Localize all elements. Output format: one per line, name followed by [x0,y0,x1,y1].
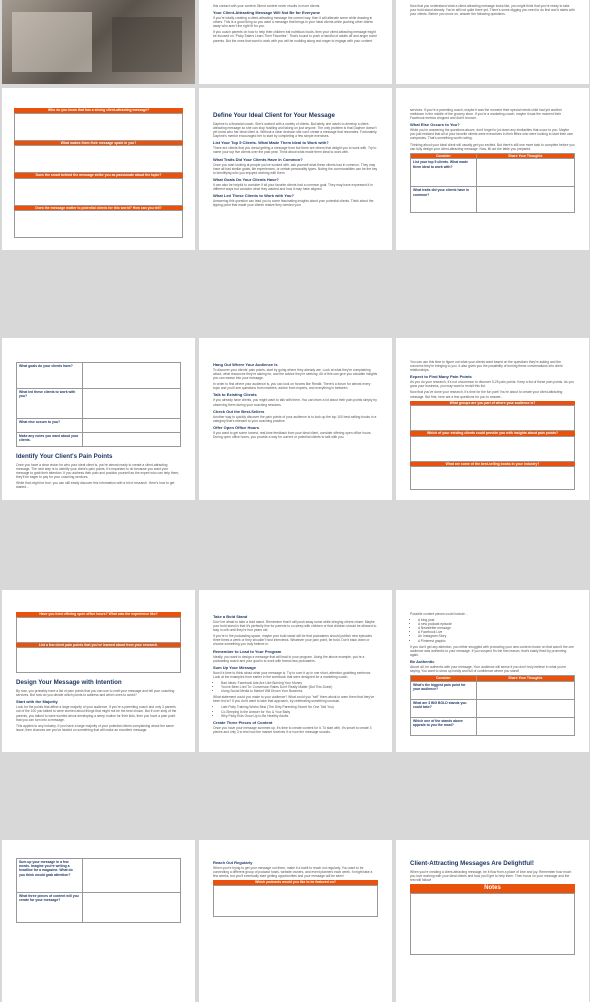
paragraph: It can also be helpful to consider if all your favorite clients had a common goal. They may have expressed it in different ways but consider what they wanted and how it may have aligned. [213,182,373,191]
bullet-list [410,618,575,643]
table-header: Share Your Thoughts [476,153,574,159]
table-prompt: What led these clients to work with you? [17,389,83,419]
page-dig-clients [396,0,589,84]
table-prompt: Which one of the stands above appeals to you the most? [411,717,477,735]
table-prompt: What traits did your clients have in common? [411,187,477,213]
answer-box[interactable] [14,210,183,238]
question-bar: List a few client pain points that you've learned about from your research. [16,643,181,648]
list-item: • Late Potty Training Works Best (The Dirty Parenting Secret No One Told You) [221,705,378,709]
worksheet-table [16,362,181,447]
list-item: • Co-Sleeping Is the Answer for You & Your Baby [221,710,378,714]
answer-box[interactable] [14,113,183,141]
table-prompt: What else occurs to you? [17,419,83,433]
question-bar: What are some of the best-selling books in your industry? [410,462,575,467]
page-title: Define Your Ideal Client for Your Message [213,112,335,119]
answer-box[interactable] [410,466,575,490]
paragraph: Don't be afraid to take a bold stand. Remember that it will push away some while bringing others closer. Maybe your bold stand is that it's perfectly fine for parents to co-sleep with children or that children should be allowed to stay in crib until they're four years old. [213,620,377,633]
answer-box[interactable] [16,617,181,643]
page-define-ideal-client [199,88,392,250]
list-item: • An Instagram Story [418,634,575,638]
page-message-intro [199,0,392,84]
answer-cell[interactable] [476,681,574,699]
answer-cell[interactable] [82,893,180,923]
list-item: • You've Been Lied To: Conversion Rates Don't Really Matter (But This Does!) [221,685,378,689]
list-item: • A Pinterest graphic [418,639,575,643]
page-what-else [396,88,589,250]
question-bar: Have you tried offering open office hours? What was the experience like? [16,612,181,617]
paragraph: If you already have clients, you might want to talk with them. You can learn a lot about their pain points simply by observing them during your coaching sessions. [213,398,377,407]
paragraph: There are clients that you dread getting a message from but there are others that delight you to work with. Try to name your top five clients over the past year. Think about what made them ideal to work with. [213,146,377,155]
page-pain-points [2,338,195,500]
question-bar: Which podcasts would you like to be featured on? [213,880,378,885]
paragraph: Once you have a clear vision for who your ideal client is, you're almost ready to create a client-attracting message. The next step is to identify your client's pain points. It's important to do because you want your message to grab their attention. If you address their pain and position yourself as the expert who can help them, they'll be eager to pay for your coaching services. [16,463,180,480]
list-item: • A new podcast episode [418,622,575,626]
page-bold-stand [199,590,392,752]
table-prompt: Sum up your message in a few words. Imagine you're writing a headline for a magazine. What do you think would grab attention? [17,859,83,893]
section-heading: What Led These Clients to Work with You? [213,193,294,199]
question-bar: Which of your existing clients could provide you with insights about pain points? [410,431,575,436]
answer-box[interactable] [14,178,183,206]
page-delightful [396,840,589,1002]
page-title: Identify Your Client's Pain Points [16,453,113,460]
section-heading: Talk to Existing Clients [213,392,257,398]
answer-cell[interactable] [476,717,574,735]
question-bar: Who do you know that has a strong client-attracting message? [14,108,183,113]
answer-box[interactable] [213,885,378,917]
paragraph: This applies to any industry. If you have a large majority of your potential clients complaining about the same issue, then chances are you've landed on something that will make an excellent message. [16,723,174,732]
page-photo [2,0,195,84]
notes-box[interactable] [410,893,575,955]
paragraph: Once you start looking at people you've worked with, ask yourself what these clients had in common. They may have all had similar goals, life experiences, or certain personality types. Noting the commonalities can be the key to identifying who you enjoyed working with them. [213,162,378,175]
list-item: • Bad Ideas: Facebook Ads Are Like Burning Your Money [221,681,378,685]
section-heading: Take a Bold Stand [213,614,248,619]
paragraph: Ideally, you want to design a message that will lead to your program. Using the above example, you're a podcasting coach and your goal is to work with brand-new podcasters. [213,654,365,663]
table-prompt: Make any notes you want about your clients. [17,433,83,447]
paragraph: What statement could you make to your audience? What could you "sell" them about to warn them that they've been led to? If you don't want to take that approach, try celebrating something unusual. [213,695,375,704]
paragraph: By now, you probably have a list of pain points that you can use to craft your message and tell your coaching services. But how do you decide which points to address and which ones to avoid? [16,689,175,698]
paragraph: Above all, be authentic with your message. Your audience will sense if you don't truly believe in what you're saying. You want to show up boldly and full of confidence where you stand! [410,664,567,674]
section-heading: Your Client-Attracting Message Will Not Be for Everyone [213,10,321,16]
paragraph: Possible content pieces could include... [410,612,468,616]
paragraph: Daphne is a financial coach. She's worked with a variety of clients. But lately, she wants to develop a client-attracting message so she can stop hustling and taking on just anyone. The only problem is that Daphne doesn't yet know who her ideal client is. Without a clear decision she can't create a message that resonates. Fortunately, Daphne's mentor encouraged her to start by completing a few simple exercises. [213,122,378,139]
paragraph: Now it's time to think about what your message is. Try to sum it up in one short, attention-grabbing sentence. Look at the examples from earlier in the workbook that were designed for a marketing coach. [213,670,372,679]
paragraph: If you're in the podcasting space, maybe your bold stand will be that podcasters should publish new episodes three times a week or they shouldn't host interviews. Whatever your pain point, be bold. Don't back down or choose something you truly believe in. [213,634,372,647]
page-title: Client-Attracting Messages Are Delightful! [410,860,534,867]
answer-cell[interactable] [476,699,574,717]
section-heading: Reach Out Regularly [213,860,253,865]
table-prompt: What's the biggest pain point for your audience? [411,681,477,699]
list-item: • A blog post [418,618,575,622]
table-header: Share Your Thoughts [476,676,574,682]
section-heading: Expect to Find Many Pain Points [410,374,472,380]
section-heading: Start with the Majority [16,699,58,705]
page-be-authentic [396,590,589,752]
section-heading: List Your Top 5 Clients. What Made Them Ideal to Work with? [213,140,329,146]
section-heading: Be Authentic [410,658,435,664]
paragraph: You can use this time to figure out what your clients want based on the questions they're asking and the concerns they're bringing to you. It also gives you the possibility of turning these conversations into client relationships. [410,360,563,373]
paragraph: services. If you're a parenting coach, maybe it was the moment their special needs child had yet another meltdown in the middle of the grocery store. If you're a marketing coach, maybe it was the moment their Facebook metrics dropped and didn't recover. [410,108,563,121]
question-bar: What makes them their message spark in you? [14,141,183,146]
office-desk-photo [2,0,195,84]
section-heading: Hang Out Where Your Audience Is [213,362,278,367]
list-item: • A Facebook Live [418,630,575,634]
paragraph: Look for the points that affect a large majority of your audience. If you're a parenting coach and only 3 parents out of the 100 you talked to were worried about things that might not be the best choice. But if over sixty of the parents, you talked to were worried about developing a sleep routine for their kids, then you have a pain point that you can turn into a message. [16,705,177,722]
worksheet-table [16,858,181,923]
section-heading: Check Out the Best-Sellers [213,408,265,414]
answer-box[interactable] [410,405,575,431]
question-bar: Does the smart behind the message strike you as passionate about the topic? [14,173,183,178]
paragraph: Thinking about your ideal client will usually get you excited. But there's still one more task to complete before you can fully design your client-attracting message. Now, fill out the table you prepared. [410,142,575,151]
answer-cell[interactable] [82,433,180,447]
question-bar: What groups are you part of where your audience is? [410,401,575,406]
notes-header: Notes [410,884,575,893]
answer-cell[interactable] [476,159,574,187]
page-sum-up [2,840,195,1002]
question-bar: Does the message matter to potential clients for this world? How can you tell? [14,206,183,211]
page-text: this contact with your content. Blend context never results in more clients. [213,4,321,8]
answer-cell[interactable] [476,187,574,213]
page-research-audience [199,338,392,500]
answer-cell[interactable] [82,389,180,419]
paragraph: In order to find where your audience is, you can look on forums like Reddit. There's a forum for almost every topic and you'll see questions from newbies, advice from experts, and everything in between. [213,382,371,391]
table-prompt: List your top 5 clients. What made them ideal to work with? [411,159,477,187]
paragraph: To discover your clients' pain points, start by going where they already are. Look at what they're complaining about, what resources they're asking for, and the advice they're seeking. All of this can give you valuable insights you can weave into your message. [213,368,378,381]
paragraph: Now that you understand what a client-attracting message looks like, you might think that you're ready to take your bold stand already. You're still not quite there yet. There's some digging you need to do first and it starts with your clients. Before you move on, answer the following questions. [410,4,575,17]
answer-box[interactable] [14,145,183,173]
bullet-list [213,705,378,717]
list-item: • Using Social Media to Market Will Drown Your Business [221,689,378,693]
page-design-message [2,590,195,752]
table-header: Consider [411,153,477,159]
paragraph: Once you have your message summed up, it's time to create content for it. To start with, it's smart to create 3 pieces and only 3 to test how the market receives it or how the message sounds. [213,725,372,734]
answer-cell[interactable] [82,859,180,893]
paragraph: If you coach parents on how to help their children eat nutritious foods, then your client-attracting message might be focused on "Picky Eaters Learn Their Favorites". That's bound to push a handful of adults off and anger some parents. But the ones that want to work with you will be nodding along and eager to engage with your content. [213,30,378,43]
section-heading: What Goals Do Your Clients Have? [213,176,279,182]
page-reach-out [199,840,392,1002]
section-heading: What Else Occurs to You? [410,122,460,128]
list-item: • Why Picky Kids Grow Up to Be Healthy Adults [221,714,378,718]
bullet-list [213,681,378,693]
paragraph: When you're creating a client-attracting message, be it flow from a place of love and joy. Remember how much you love working with your ideal clients and how you'll get to help them. Then focus on your message and the rest will follow! [410,870,572,883]
answer-cell[interactable] [82,363,180,389]
section-heading: Sum Up Your Message [213,664,256,670]
paragraph: If you want to get some honest, real-time feedback from your ideal client, consider offering open office hours. During open office hours, you provide a way for current or potential clients to talk with you. [213,430,372,439]
section-heading: What Traits Did Your Clients Have in Common? [213,156,303,162]
page-expect-pain-points [396,338,589,500]
section-heading: Remember to Lead to Your Program [213,648,282,654]
paragraph: When you're trying to get your message out there, make it a habit to reach out regularly. You want to be connecting a different group of podcast hosts, website owners, and event planners each week. It might take a few weeks, but you'll eventually start getting opportunities and your message will be seen! [213,866,373,879]
section-heading: Offer Open Office Hours [213,424,260,430]
section-heading: Create Three Pieces of Content [213,719,273,725]
paragraph: While that might be true, you can still easily discover this information with a bit of research. Here's how to get started... [16,481,175,490]
table-prompt: What goals do your clients have? [17,363,83,389]
answer-cell[interactable] [82,419,180,433]
paragraph: If you're totally creating a client-attracting message the correct way, then it will alienate some while drawing in others. This is a good thing so you want a message that brings in your ideal clients while pushing other clients away who aren't the right fit for you. [213,16,373,29]
paragraph: As you do your research, it's not uncommon to discover 5-25 pain points. Keep a list of these pain points. As you grow your business, you may want to revisit this list. [410,380,574,389]
worksheet-table [410,675,575,736]
page-questions-strong-message [2,88,195,250]
paragraph: Now that you've done your research, it's time for the fun part! You're about to create your client-attracting message. But first, here are a few questions for you to answer... [410,390,563,399]
page-title: Design Your Message with Intention [16,679,122,687]
list-item: • A Newsletter message [418,626,575,630]
paragraph: Answering this question can lead you to some fascinating insights about your potential clients. Think about the tipping point that made your clients realize they needed your [213,199,374,208]
photo-shape-dark [112,17,182,72]
table-prompt: What are 3 BIG BOLD stands you could take? [411,699,477,717]
paragraph: Another way to quickly discover the pain points of your audience is to look up the top 100 best-selling books in a category that's relevant to your coaching practice. [213,414,377,423]
paragraph: If you don't get any attention, you either struggled with promoting your new content choice on that wasn't the one audience was authentic to your message. If you suspect it's the first reason, that's easily fixed by promoting again. [410,644,575,657]
photo-shape-light [12,12,92,72]
answer-box[interactable] [410,436,575,462]
paragraph: While you're answering the questions above, don't forget to jot down any similarities that occur to you. Maybe you just realized that all of your favorite clients were executives in their fifties who were looking to start their own companies. That's something worth noting. [410,128,574,141]
table-prompt: What three pieces of content will you create for your message? [17,893,83,923]
answer-box[interactable] [16,647,181,673]
table-header: Consider [411,676,477,682]
worksheet-table [410,153,575,214]
